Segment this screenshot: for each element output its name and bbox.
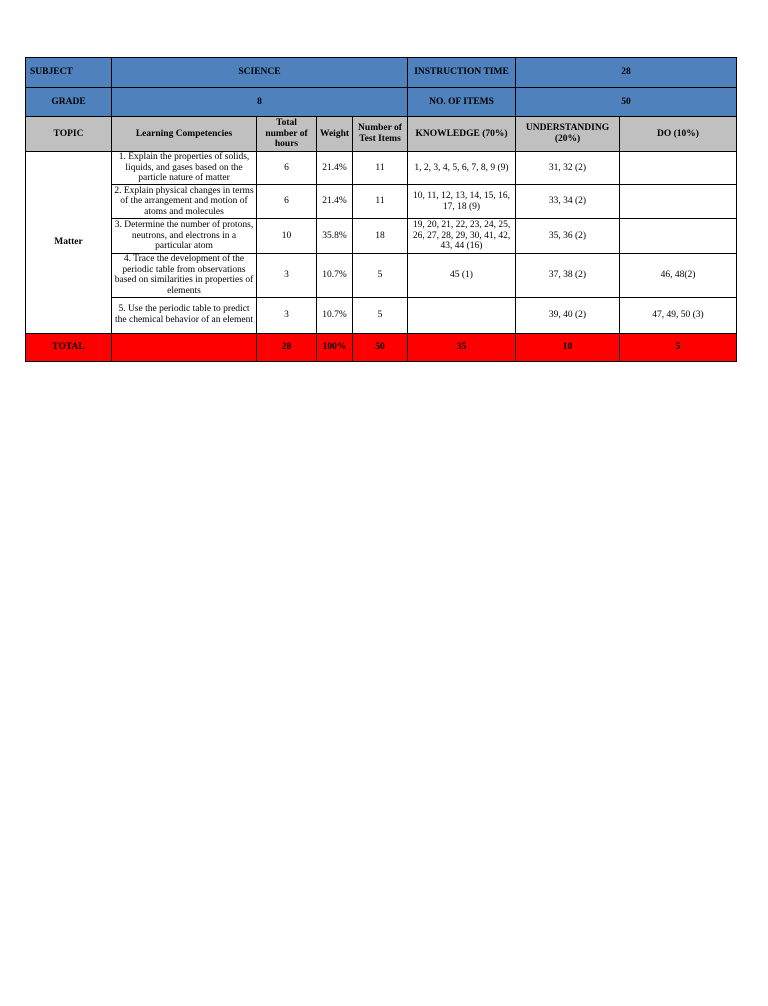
col-test-items: Number of Test Items xyxy=(353,117,408,152)
knowledge-cell: 10, 11, 12, 13, 14, 15, 16, 17, 18 (9) xyxy=(408,185,516,219)
topic-cell: Matter xyxy=(26,152,112,334)
items-cell: 5 xyxy=(353,297,408,333)
do-cell xyxy=(620,185,737,219)
knowledge-cell xyxy=(408,297,516,333)
weight-cell: 21.4% xyxy=(317,185,353,219)
subject-value: SCIENCE xyxy=(112,58,408,88)
items-label: NO. OF ITEMS xyxy=(408,88,516,117)
hours-cell: 6 xyxy=(257,185,317,219)
competency-cell: 3. Determine the number of protons, neutrons, and electrons in a particular atom xyxy=(112,219,257,254)
table-row xyxy=(26,185,737,219)
col-topic: TOPIC xyxy=(26,117,112,152)
competency-cell: 4. Trace the development of the periodic table from observations based on similarities in properties of elements xyxy=(112,254,257,298)
table-row xyxy=(26,152,737,185)
understanding-cell: 39, 40 (2) xyxy=(516,297,620,333)
competency-cell: 1. Explain the properties of solids, liquids, and gases based on the particle nature of matter xyxy=(112,152,257,185)
understanding-cell: 37, 38 (2) xyxy=(516,254,620,298)
total-understanding: 10 xyxy=(516,333,620,361)
do-cell xyxy=(620,152,737,185)
knowledge-cell: 45 (1) xyxy=(408,254,516,298)
hours-cell: 6 xyxy=(257,152,317,185)
hours-cell: 3 xyxy=(257,297,317,333)
weight-cell: 10.7% xyxy=(317,254,353,298)
knowledge-cell: 19, 20, 21, 22, 23, 24, 25, 26, 27, 28, 29, 30, 41, 42, 43, 44 (16) xyxy=(408,219,516,254)
total-weight: 100% xyxy=(317,333,353,361)
items-cell: 5 xyxy=(353,254,408,298)
do-cell: 47, 49, 50 (3) xyxy=(620,297,737,333)
total-label: TOTAL xyxy=(26,333,112,361)
col-do: DO (10%) xyxy=(620,117,737,152)
grade-value: 8 xyxy=(112,88,408,117)
total-competency xyxy=(112,333,257,361)
hours-cell: 10 xyxy=(257,219,317,254)
items-value: 50 xyxy=(516,88,737,117)
total-hours: 28 xyxy=(257,333,317,361)
instruction-time-label: INSTRUCTION TIME xyxy=(408,58,516,88)
total-do: 5 xyxy=(620,333,737,361)
understanding-cell: 31, 32 (2) xyxy=(516,152,620,185)
table-row xyxy=(26,219,737,254)
understanding-cell: 33, 34 (2) xyxy=(516,185,620,219)
hours-cell: 3 xyxy=(257,254,317,298)
do-cell xyxy=(620,219,737,254)
competency-cell: 2. Explain physical changes in terms of the arrangement and motion of atoms and molecules xyxy=(112,185,257,219)
col-understanding: UNDERSTANDING (20%) xyxy=(516,117,620,152)
items-cell: 11 xyxy=(353,185,408,219)
instruction-time-value: 28 xyxy=(516,58,737,88)
total-row xyxy=(26,333,737,361)
col-weight: Weight xyxy=(317,117,353,152)
table-of-specifications xyxy=(25,57,737,362)
total-knowledge: 35 xyxy=(408,333,516,361)
subject-label: SUBJECT xyxy=(26,58,112,88)
weight-cell: 35.8% xyxy=(317,219,353,254)
total-items: 50 xyxy=(353,333,408,361)
col-knowledge: KNOWLEDGE (70%) xyxy=(408,117,516,152)
do-cell: 46, 48(2) xyxy=(620,254,737,298)
items-cell: 18 xyxy=(353,219,408,254)
col-hours: Total number of hours xyxy=(257,117,317,152)
grade-row xyxy=(26,88,737,117)
table-row xyxy=(26,297,737,333)
subject-row xyxy=(26,58,737,88)
competency-cell: 5. Use the periodic table to predict the chemical behavior of an element xyxy=(112,297,257,333)
items-cell: 11 xyxy=(353,152,408,185)
grade-label: GRADE xyxy=(26,88,112,117)
table-row xyxy=(26,254,737,298)
weight-cell: 10.7% xyxy=(317,297,353,333)
col-competencies: Learning Competencies xyxy=(112,117,257,152)
weight-cell: 21.4% xyxy=(317,152,353,185)
understanding-cell: 35, 36 (2) xyxy=(516,219,620,254)
column-header-row xyxy=(26,117,737,152)
knowledge-cell: 1, 2, 3, 4, 5, 6, 7, 8, 9 (9) xyxy=(408,152,516,185)
